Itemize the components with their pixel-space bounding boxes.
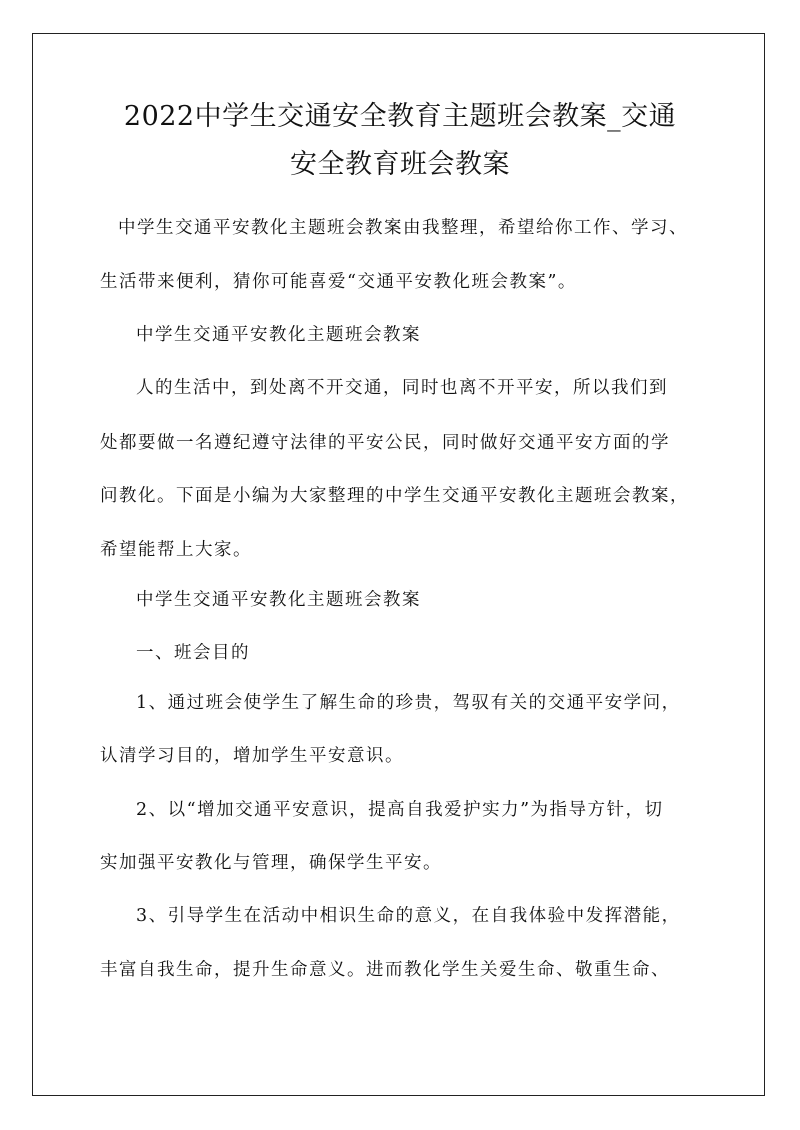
intro-line-2: 生活带来便利，猜你可能喜爱“交通平安教化班会教案”。	[100, 272, 577, 292]
body-line-1: 人的生活中，到处离不开交通，同时也离不开平安，所以我们到	[136, 378, 668, 398]
goal-1-line-2: 认清学习目的，增加学生平安意识。	[100, 746, 404, 766]
intro-line-1: 中学生交通平安教化主题班会教案由我整理，希望给你工作、学习、	[118, 218, 688, 238]
document-title-line-1: 2022中学生交通安全教育主题班会教案_交通	[123, 101, 677, 132]
section-heading: 一、班会目的	[136, 643, 250, 663]
goal-3-line-1: 3、引导学生在活动中相识生命的意义，在自我体验中发挥潜能，	[136, 906, 681, 926]
subheading: 中学生交通平安教化主题班会教案	[136, 325, 421, 345]
goal-1-line-1: 1、通过班会使学生了解生命的珍贵，驾驭有关的交通平安学问，	[136, 693, 681, 713]
subheading-repeat: 中学生交通平安教化主题班会教案	[136, 590, 421, 610]
goal-2-line-2: 实加强平安教化与管理，确保学生平安。	[100, 853, 442, 873]
goal-3-line-2: 丰富自我生命，提升生命意义。进而教化学生关爱生命、敬重生命、	[100, 960, 670, 980]
body-line-4: 希望能帮上大家。	[100, 540, 252, 560]
goal-2-line-1: 2、以“增加交通平安意识，提高自我爱护实力”为指导方针，切	[136, 800, 664, 820]
document-title-line-2: 安全教育班会教案	[290, 149, 510, 180]
body-line-3: 问教化。下面是小编为大家整理的中学生交通平安教化主题班会教案，	[100, 486, 689, 506]
page-border	[32, 33, 765, 1096]
body-line-2: 处都要做一名遵纪遵守法律的平安公民，同时做好交通平安方面的学	[100, 433, 670, 453]
